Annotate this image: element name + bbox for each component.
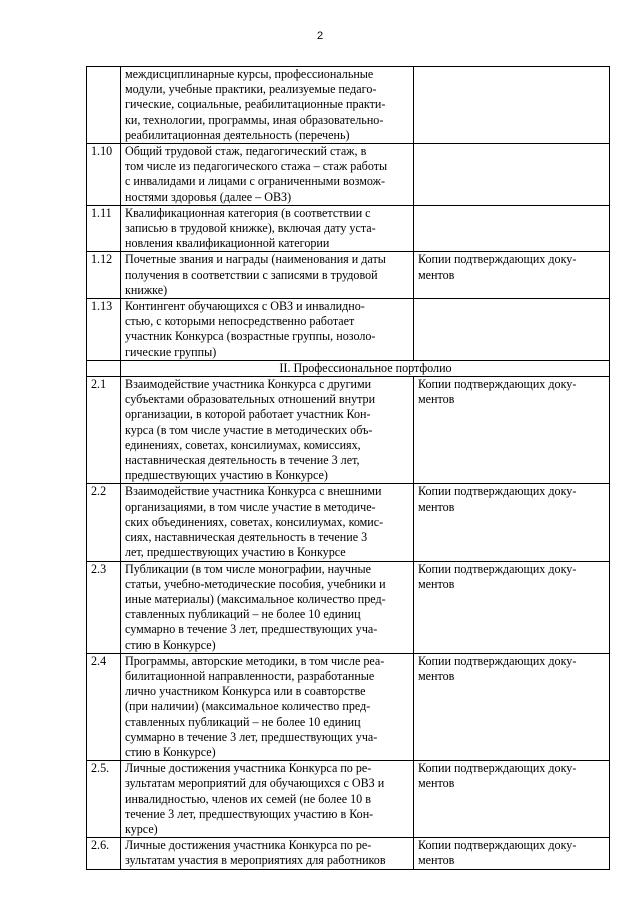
table-row: [87, 561, 610, 653]
supporting-documents: [414, 252, 610, 299]
text-line: ностями здоровья (далее – ОВЗ): [125, 189, 292, 204]
text-line: стию в Конкурсе): [125, 637, 216, 652]
text-line: получения в соответствии с записями в трудовой: [125, 267, 378, 282]
row-number: 1.13: [87, 299, 121, 361]
text-line: Личные достижения участника Конкурса по ре-: [125, 761, 372, 776]
supporting-documents: [414, 299, 610, 361]
text-line: течение 3 лет, предшествующих участию в Кон-: [125, 806, 374, 821]
supporting-documents: [414, 838, 610, 869]
supporting-documents: [414, 144, 610, 206]
section-heading: II. Профессиональное портфолио: [121, 360, 610, 376]
table-row: [87, 67, 610, 144]
document-line: ментов: [418, 267, 455, 282]
page-number: 2: [316, 30, 324, 42]
supporting-documents: [414, 67, 610, 144]
text-line: ки, технологии, программы, иная образовательно-: [125, 112, 384, 127]
text-line: единениях, советах, консилиумах, комиссиях,: [125, 437, 361, 452]
row-number: 2.5.: [87, 761, 121, 838]
text-line: суммарно в течение 3 лет, предшествующих уча-: [125, 622, 378, 637]
row-number: [87, 67, 121, 144]
text-line: Программы, авторские методики, в том числе реа-: [125, 653, 385, 668]
text-line: зультатам участия в мероприятиях для работников: [125, 853, 386, 868]
criterion-text: [121, 299, 414, 361]
text-line: суммарно в течение 3 лет, предшествующих уча-: [125, 729, 378, 744]
text-line: Квалификационная категория (в соответствии с: [125, 205, 371, 220]
table-row: [87, 205, 610, 252]
row-number: 2.1: [87, 377, 121, 484]
document-line: ментов: [418, 776, 455, 791]
text-line: гические группы): [125, 344, 217, 359]
row-number: 2.4: [87, 653, 121, 760]
row-number: 2.3: [87, 561, 121, 653]
text-line: инвалидностью, членов их семей (не более 10 в: [125, 791, 371, 806]
supporting-documents: [414, 561, 610, 653]
text-line: предшествующих участию в Конкурсе): [125, 468, 328, 483]
text-line: книжке): [125, 282, 168, 297]
criterion-text: [121, 484, 414, 561]
criterion-text: [121, 377, 414, 484]
document-line: ментов: [418, 392, 455, 407]
row-number: [87, 360, 121, 376]
criterion-text: [121, 838, 414, 869]
text-line: лет, предшествующих участию в Конкурсе: [125, 545, 346, 560]
text-line: стью, с которыми непосредственно работает: [125, 314, 355, 329]
criterion-text: [121, 252, 414, 299]
text-line: ставленных публикаций – не более 10 единиц: [125, 714, 361, 729]
text-line: новления квалификационной категории: [125, 236, 330, 251]
text-line: междисциплинарные курсы, профессиональные: [125, 67, 374, 81]
supporting-documents: [414, 761, 610, 838]
text-line: с инвалидами и лицами с ограниченными возмож-: [125, 174, 386, 189]
text-line: курса (в том числе участие в методических объ-: [125, 422, 373, 437]
document-line: ментов: [418, 576, 455, 591]
row-number: 1.10: [87, 144, 121, 206]
row-number: 1.12: [87, 252, 121, 299]
document-line: ментов: [418, 499, 455, 514]
text-line: участник Конкурса (возрастные группы, нозоло-: [125, 329, 376, 344]
criterion-text: [121, 761, 414, 838]
table-row: [87, 653, 610, 760]
row-number: 2.6.: [87, 838, 121, 869]
supporting-documents: [414, 653, 610, 760]
table-row: [87, 299, 610, 361]
text-line: субъектами образовательных отношений внутри: [125, 392, 376, 407]
table-row: [87, 144, 610, 206]
text-line: зультатам мероприятий для обучающихся с ОВЗ и: [125, 776, 385, 791]
text-line: модули, учебные практики, реализуемые педаго-: [125, 82, 377, 97]
table-row: [87, 838, 610, 869]
text-line: билитационной направленности, разработанные: [125, 668, 375, 683]
row-number: 2.2: [87, 484, 121, 561]
criterion-text: [121, 144, 414, 206]
table-row: [87, 377, 610, 484]
text-line: ских объединениях, советах, консилиумах, комис-: [125, 514, 384, 529]
text-line: иные материалы) (максимальное количество пред-: [125, 591, 386, 606]
text-line: реабилитационная деятельность (перечень): [125, 127, 350, 142]
text-line: стию в Конкурсе): [125, 744, 216, 759]
text-line: Взаимодействие участника Конкурса с внешними: [125, 484, 382, 499]
supporting-documents: [414, 205, 610, 252]
text-line: Взаимодействие участника Конкурса с другими: [125, 377, 372, 392]
criterion-text: [121, 653, 414, 760]
document-line: ментов: [418, 668, 455, 683]
text-line: Публикации (в том числе монографии, научные: [125, 561, 371, 576]
supporting-documents: [414, 484, 610, 561]
table-row: [87, 252, 610, 299]
table-row: [87, 761, 610, 838]
text-line: организации, в которой работает участник Кон-: [125, 407, 371, 422]
table-row: [87, 484, 610, 561]
row-number: 1.11: [87, 205, 121, 252]
text-line: Общий трудовой стаж, педагогический стаж, в: [125, 144, 367, 159]
supporting-documents: [414, 377, 610, 484]
document-line: Копии подтверждающих доку-: [418, 252, 577, 267]
document-line: Копии подтверждающих доку-: [418, 838, 577, 853]
table-row: [87, 360, 610, 376]
table-body: [87, 67, 610, 870]
text-line: Почетные звания и награды (наименования и даты: [125, 252, 386, 267]
criterion-text: [121, 67, 414, 144]
criterion-text: [121, 561, 414, 653]
text-line: том числе из педагогического стажа – стаж работы: [125, 159, 388, 174]
document-line: Копии подтверждающих доку-: [418, 761, 577, 776]
text-line: лично участником Конкурса или в соавторстве: [125, 684, 366, 699]
text-line: ставленных публикаций – не более 10 единиц: [125, 607, 361, 622]
document-line: Копии подтверждающих доку-: [418, 484, 577, 499]
text-line: записью в трудовой книжке), включая дату уста-: [125, 221, 376, 236]
document-line: Копии подтверждающих доку-: [418, 377, 577, 392]
text-line: гические, социальные, реабилитационные практи-: [125, 97, 386, 112]
text-line: статьи, учебно-методические пособия, учебники и: [125, 576, 386, 591]
text-line: сиях, наставническая деятельность в течение 3: [125, 530, 368, 545]
document-line: Копии подтверждающих доку-: [418, 561, 577, 576]
text-line: Личные достижения участника Конкурса по ре-: [125, 838, 372, 853]
text-line: Контингент обучающихся с ОВЗ и инвалидно-: [125, 299, 365, 314]
text-line: курсе): [125, 821, 158, 836]
text-line: наставническая деятельность в течение 3 лет,: [125, 453, 360, 468]
portfolio-table: [86, 66, 610, 870]
criterion-text: [121, 205, 414, 252]
document-line: ментов: [418, 853, 455, 868]
text-line: (при наличии) (максимальное количество пред-: [125, 699, 371, 714]
text-line: организациями, в том числе участие в методиче-: [125, 499, 376, 514]
document-line: Копии подтверждающих доку-: [418, 653, 577, 668]
